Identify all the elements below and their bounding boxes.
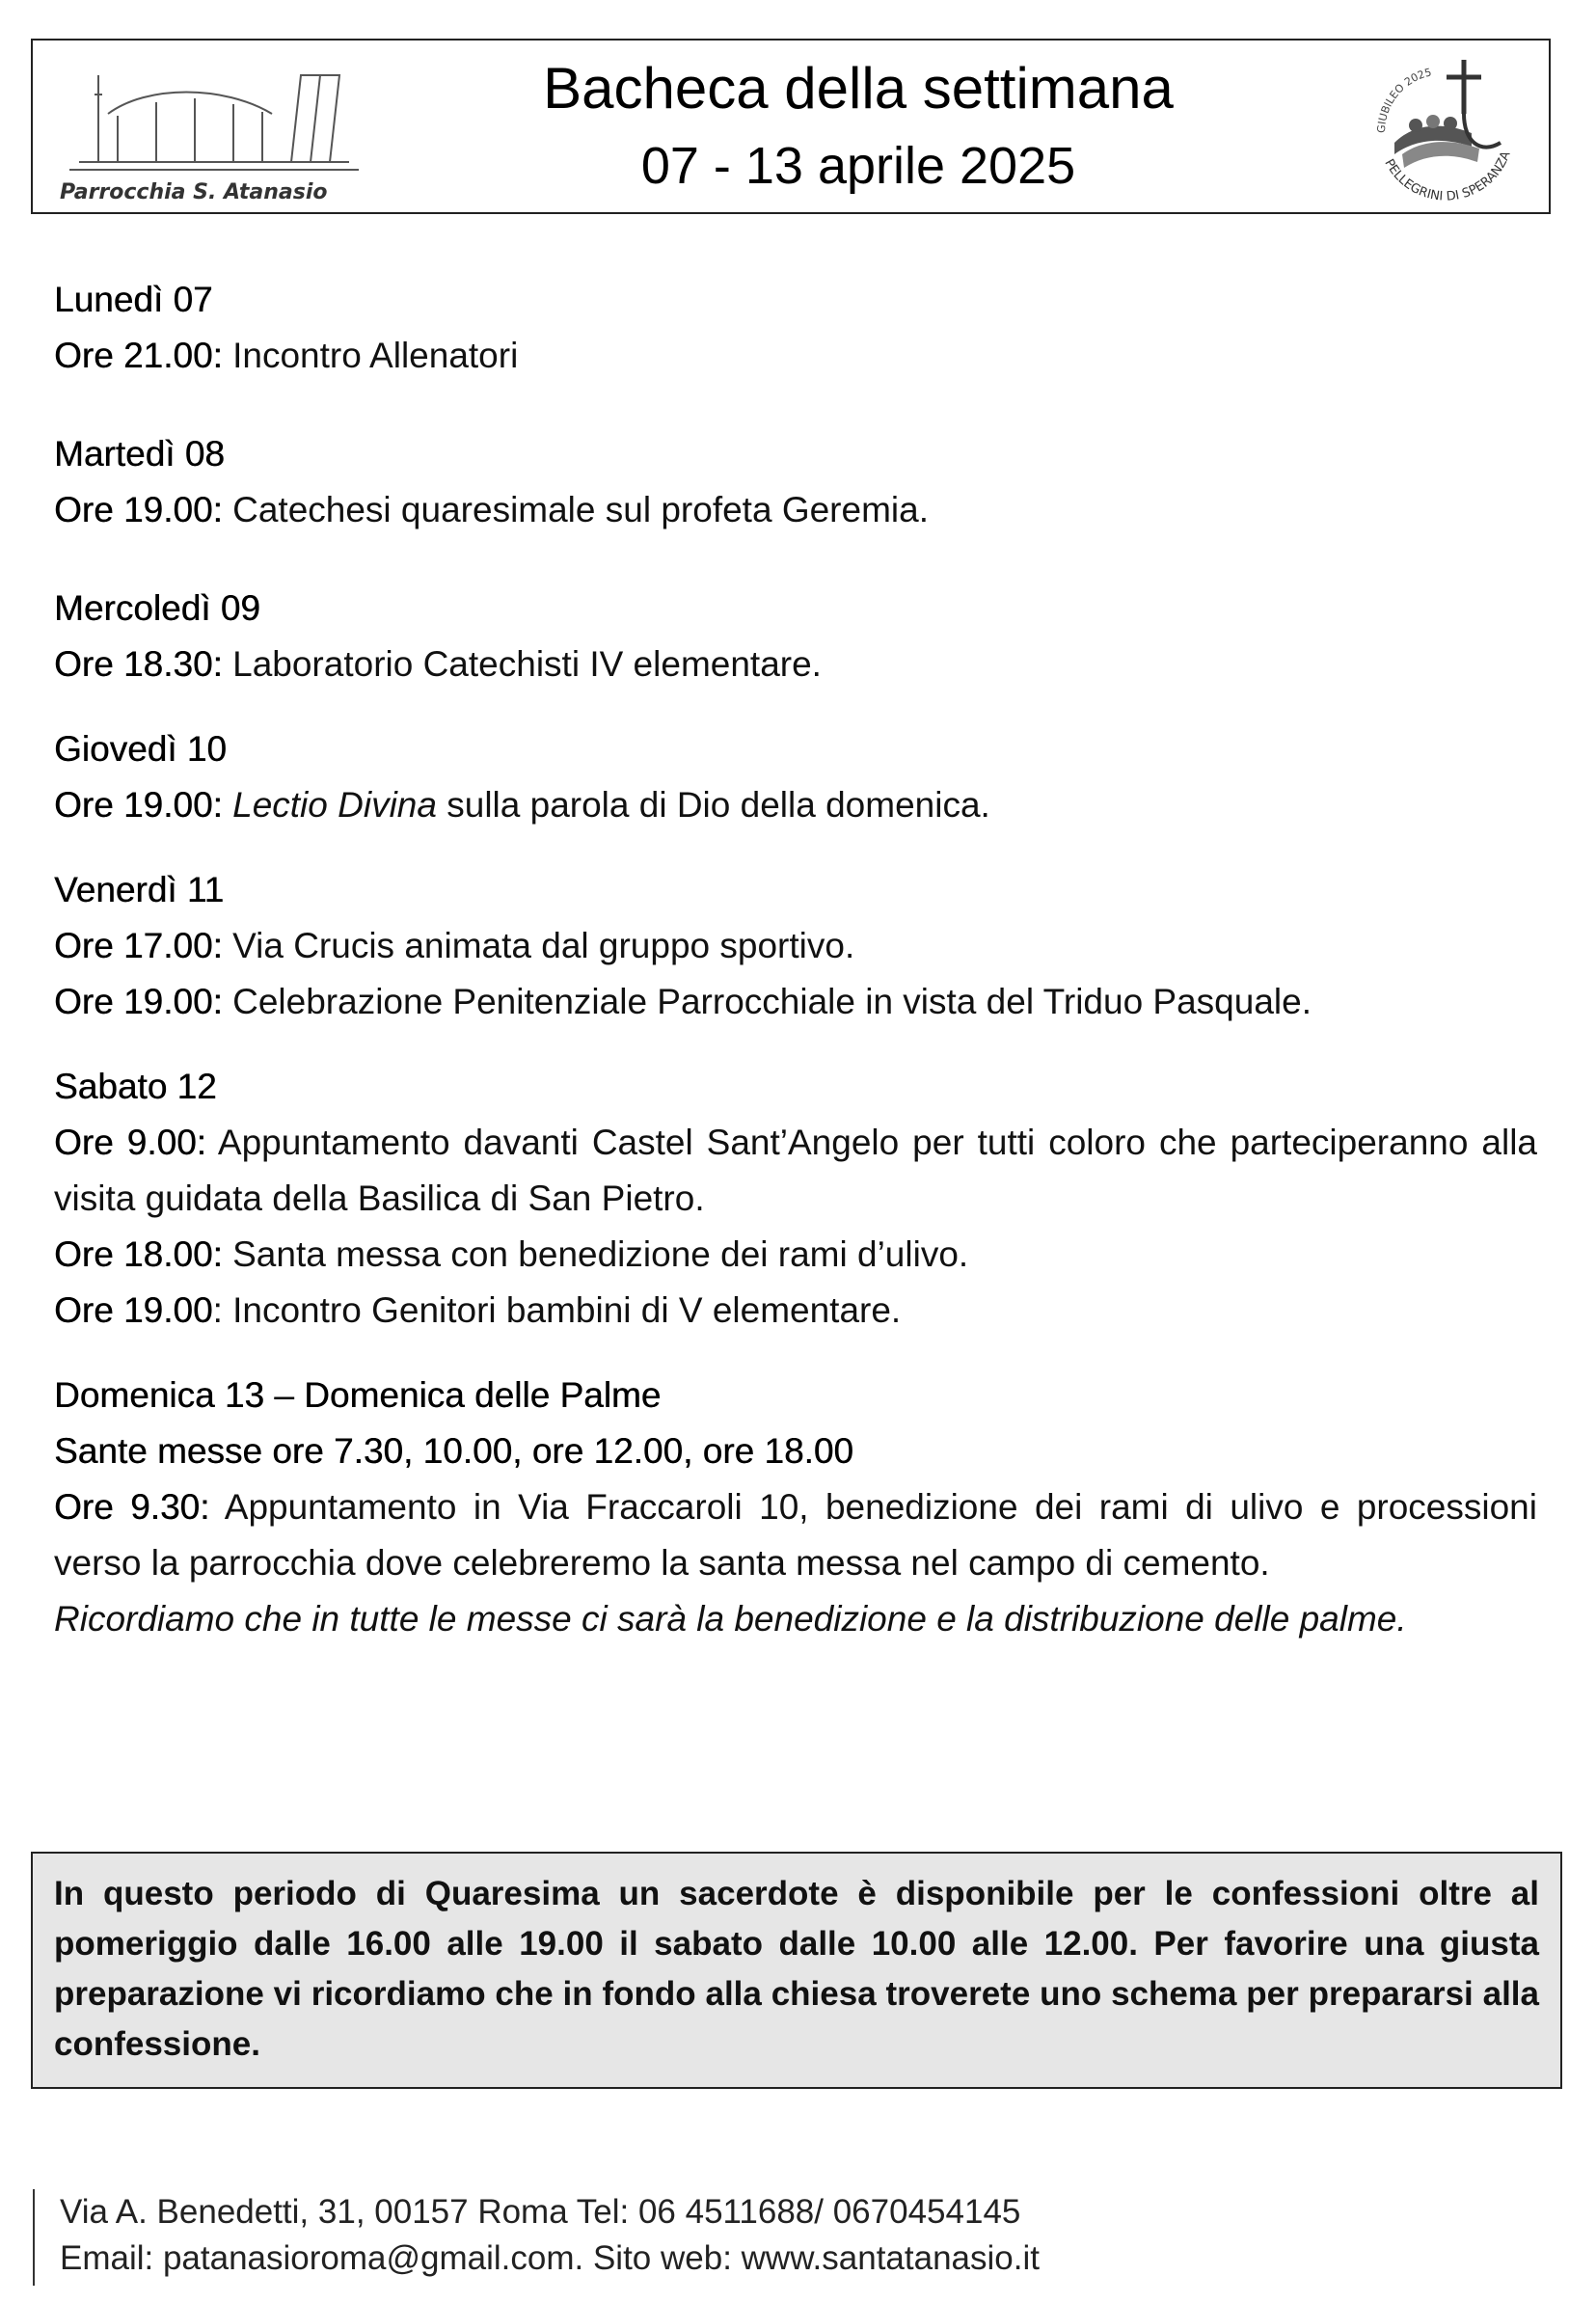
entry-italic-text: Lectio Divina: [232, 785, 437, 825]
title-block: [399, 50, 1317, 201]
entry-text: Via Crucis animata dal gruppo sportivo.: [232, 926, 855, 965]
entry-text: : Incontro Genitori bambini di V elementare.: [212, 1290, 902, 1330]
entry-time: Ore 18.30:: [54, 644, 223, 684]
schedule-entry: [54, 1227, 1537, 1283]
day-monday: [54, 272, 1537, 384]
entry-time: Ore 19.00:: [54, 490, 223, 529]
entry-time: Ore 21.00:: [54, 336, 223, 375]
day-title: Martedì 08: [54, 434, 225, 474]
footer-address: Via A. Benedetti, 31, 00157 Roma Tel: 06 4511688/ 0670454145: [60, 2193, 1021, 2231]
entry-time: Ore 9.00:: [54, 1123, 206, 1162]
day-title: Lunedì 07: [54, 280, 213, 319]
footer-contact: Email: patanasioroma@gmail.com. Sito web: www.santatanasio.it: [60, 2239, 1040, 2277]
day-friday: [54, 862, 1537, 1030]
entry-text: Catechesi quaresimale sul profeta Geremia.: [232, 490, 929, 529]
day-title: Venerdì 11: [54, 870, 225, 909]
day-thursday: [54, 721, 1537, 833]
day-title: Sabato 12: [54, 1067, 217, 1106]
day-title: Giovedì 10: [54, 729, 227, 769]
entry-text: Incontro Allenatori: [232, 336, 519, 375]
entry-text: Appuntamento in Via Fraccaroli 10, benedizione dei rami di ulivo e processioni verso la parrocchia dove celebreremo la santa messa nel campo di cemento.: [54, 1487, 1537, 1583]
schedule-entry: [54, 1283, 1537, 1339]
entry-text: Laboratorio Catechisti IV elementare.: [232, 644, 822, 684]
entry-text: Santa messa con benedizione dei rami d’ulivo.: [232, 1234, 969, 1274]
schedule-entry: [54, 974, 1537, 1030]
entry-text: sulla parola di Dio della domenica.: [446, 785, 990, 825]
day-wednesday: [54, 581, 1537, 692]
schedule-entry: [54, 1115, 1537, 1227]
weekly-schedule: [54, 272, 1537, 1690]
footer: [33, 2189, 1040, 2286]
palm-note: Ricordiamo che in tutte le messe ci sarà la benedizione e la distribuzione delle palme.: [54, 1599, 1407, 1639]
entry-text: Appuntamento davanti Castel Sant’Angelo per tutti coloro che parteciperanno alla visita guidata della Basilica di San Pietro.: [54, 1123, 1537, 1218]
entry-time: Ore 19.00:: [54, 982, 223, 1021]
confession-notice: In questo periodo di Quaresima un sacerdote è disponibile per le confessioni oltre al pomeriggio dalle 16.00 alle 19.00 il sabato dalle 10.00 alle 12.00. Per favorire una giusta preparazione vi ricordiamo che in fondo alla chiesa troverete uno schema per prepararsi alla confessione.: [31, 1852, 1562, 2089]
schedule-entry: [54, 637, 1537, 692]
jubilee-logo-icon: [1356, 46, 1529, 210]
parish-logo-icon: [41, 56, 368, 210]
day-tuesday: [54, 426, 1537, 538]
entry-time: Ore 19.00: [54, 1290, 213, 1330]
entry-time: Ore 9.30:: [54, 1487, 210, 1527]
schedule-entry: [54, 328, 1537, 384]
entry-time: Ore 18.00:: [54, 1234, 223, 1274]
svg-text:Parrocchia S. Atanasio: Parrocchia S. Atanasio: [60, 180, 328, 204]
entry-time: Ore 17.00:: [54, 926, 223, 965]
day-sunday: [54, 1368, 1537, 1647]
schedule-entry: [54, 482, 1537, 538]
entry-time: Ore 19.00:: [54, 785, 223, 825]
svg-text:GIUBILEO 2025: GIUBILEO 2025: [1374, 66, 1433, 134]
schedule-entry: [54, 918, 1537, 974]
svg-text:PELLEGRINI DI SPERANZA: PELLEGRINI DI SPERANZA: [1381, 149, 1514, 204]
day-title: Mercoledì 09: [54, 588, 260, 628]
page-title: Bacheca della settimana: [543, 56, 1174, 121]
schedule-entry: [54, 1479, 1537, 1591]
day-title: Domenica 13 – Domenica delle Palme: [54, 1375, 662, 1415]
mass-times: Sante messe ore 7.30, 10.00, ore 12.00, ore 18.00: [54, 1431, 853, 1471]
schedule-entry: [54, 777, 1537, 833]
date-range: 07 - 13 aprile 2025: [640, 137, 1076, 195]
header-box: [31, 39, 1551, 214]
day-saturday: [54, 1059, 1537, 1339]
entry-text: Celebrazione Penitenziale Parrocchiale in vista del Triduo Pasquale.: [232, 982, 1312, 1021]
